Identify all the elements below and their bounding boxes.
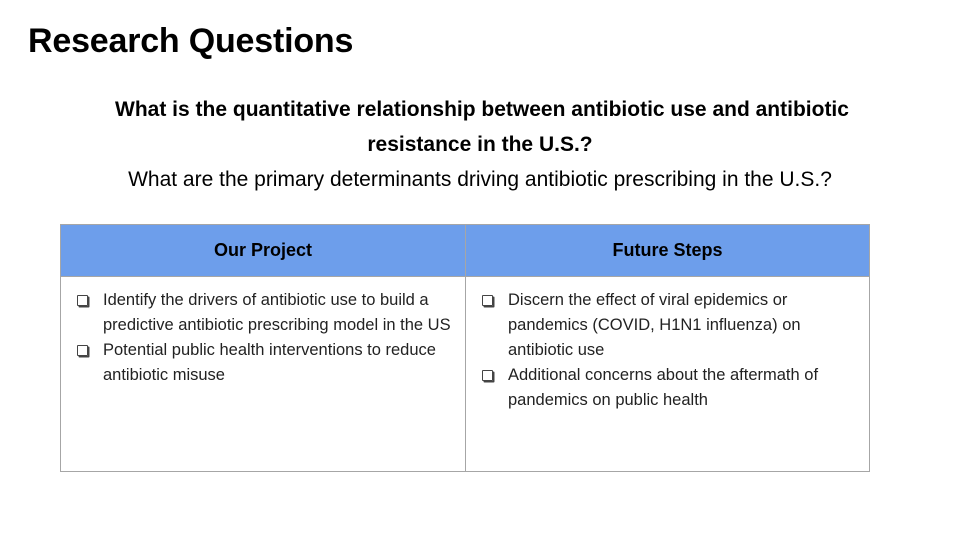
list-item bbox=[482, 363, 859, 413]
list-item bbox=[482, 288, 859, 363]
question-1-line-2: resistance in the U.S.? bbox=[367, 133, 593, 156]
column-header-future-steps: Future Steps bbox=[466, 225, 869, 277]
checkbox-icon bbox=[77, 295, 88, 306]
checkbox-icon bbox=[482, 370, 493, 381]
column-header-our-project: Our Project bbox=[61, 225, 465, 277]
list-item-text: Additional concerns about the aftermath of pandemics on public health bbox=[508, 366, 819, 409]
column-future-steps bbox=[465, 225, 869, 471]
list-item-text: Identify the drivers of antibiotic use to build a predictive antibiotic prescribing model in the US bbox=[103, 291, 451, 334]
slide-title: Research Questions bbox=[28, 22, 354, 60]
project-table bbox=[60, 224, 870, 472]
checkbox-icon bbox=[77, 345, 88, 356]
column-our-project bbox=[61, 225, 465, 471]
list-item-text: Potential public health interventions to reduce antibiotic misuse bbox=[103, 341, 436, 384]
list-item bbox=[77, 288, 455, 338]
column-body-our-project bbox=[61, 277, 465, 388]
list-item bbox=[77, 338, 455, 388]
research-questions bbox=[0, 92, 960, 197]
question-2: What are the primary determinants driving antibiotic prescribing in the U.S.? bbox=[128, 168, 832, 191]
checkbox-icon bbox=[482, 295, 493, 306]
list-item-text: Discern the effect of viral epidemics or pandemics (COVID, H1N1 influenza) on antibiotic use bbox=[508, 291, 801, 359]
column-body-future-steps bbox=[466, 277, 869, 413]
question-1-line-1: What is the quantitative relationship between antibiotic use and antibiotic bbox=[115, 98, 849, 121]
